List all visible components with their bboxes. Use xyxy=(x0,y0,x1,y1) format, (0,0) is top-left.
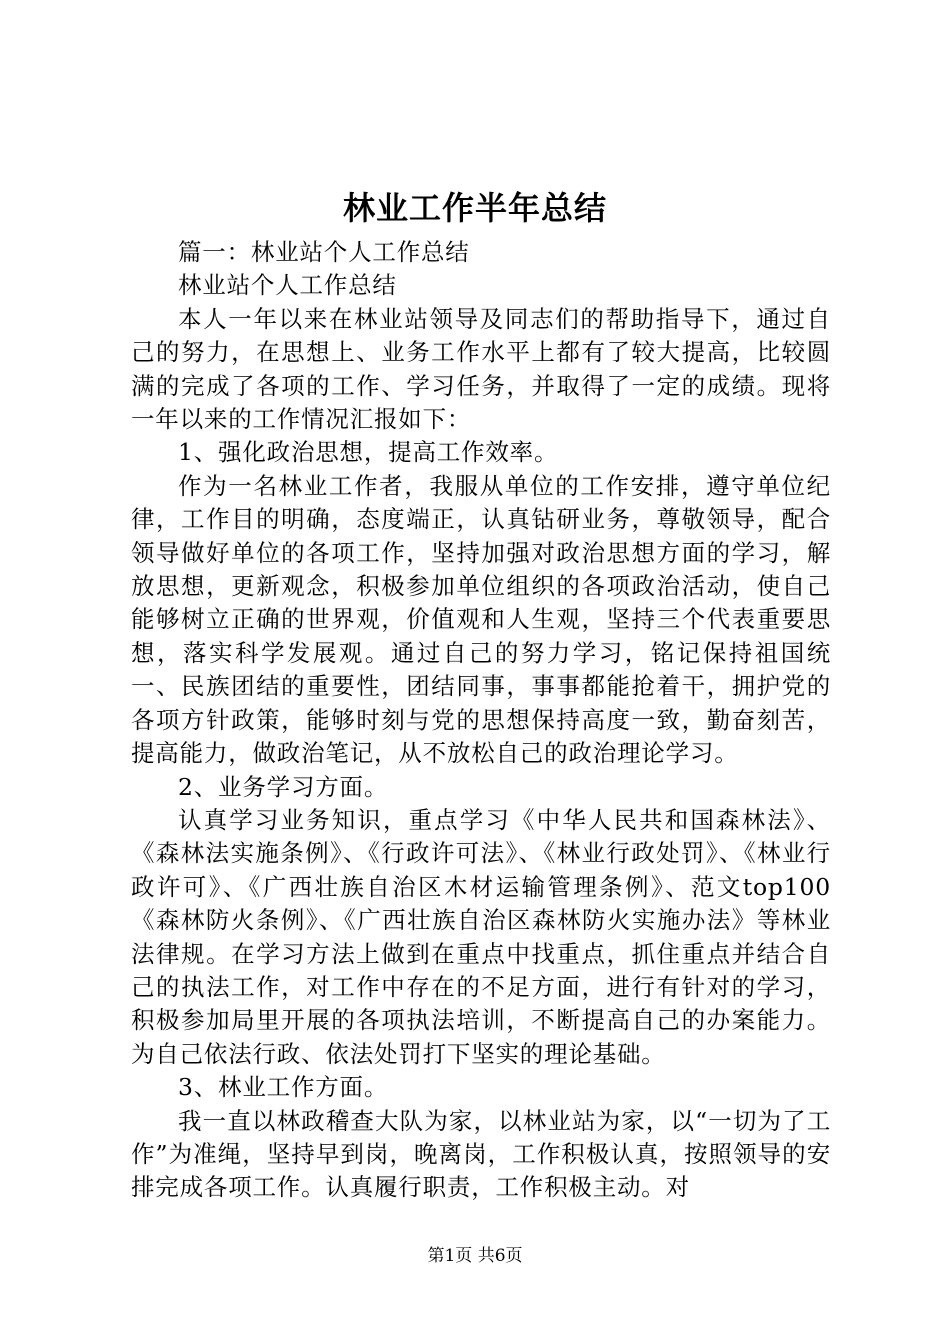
point-heading-2: 2、业务学习方面。 xyxy=(178,772,389,801)
subheading: 林业站个人工作总结 xyxy=(178,271,397,300)
paragraph-study: 认真学习业务知识，重点学习《中华人民共和国森林法》、《森林法实施条例》、《行政许可法》、《林业行政处罚》、《林业行政许可》、《广西壮族自治区木材运输管理条例》、范文top100《森林防火条例》、《广西壮族自治区森林防火实施办法》等林业法律规。在学习方法上做到在重点中找重点，抓住重点并结合自己的执法工作，对工作中存在的不足方面，进行有针对的学习，积极参加局里开展的各项执法培训，不断提高自己的办案能力。为自己依法行政、依法处罚打下坚实的理论基础。 xyxy=(131,805,831,1068)
paragraph-work: 我一直以林政稽查大队为家，以林业站为家，以“一切为了工作”为准绳，坚持早到岗，晚离岗，工作积极认真，按照领导的安排完成各项工作。认真履行职责，工作积极主动。对 xyxy=(131,1106,831,1202)
section-heading: 篇一：林业站个人工作总结 xyxy=(178,238,470,266)
page-footer: 第1页 共6页 xyxy=(427,1246,523,1266)
point-heading-1: 1、强化政治思想，提高工作效率。 xyxy=(178,438,559,467)
point-heading-3: 3、林业工作方面。 xyxy=(178,1073,389,1102)
paragraph-politics: 作为一名林业工作者，我服从单位的工作安排，遵守单位纪律，工作目的明确，态度端正，认真钻研业务，尊敬领导，配合领导做好单位的各项工作，坚持加强对政治思想方面的学习，解放思想，更新观念，积极参加单位组织的各项政治活动，使自己能够树立正确的世界观，价值观和人生观，坚持三个代表重要思想，落实科学发展观。通过自己的努力学习，铭记保持祖国统一、民族团结的重要性，团结同事，事事都能抢着干，拥护党的各项方针政策，能够时刻与党的思想保持高度一致，勤奋刻苦，提高能力，做政治笔记，从不放松自己的政治理论学习。 xyxy=(131,471,831,768)
document-title: 林业工作半年总结 xyxy=(342,189,607,227)
document-body xyxy=(131,236,831,1205)
paragraph-intro: 本人一年以来在林业站领导及同志们的帮助指导下，通过自己的努力，在思想上、业务工作水平上都有了较大提高，比较圆满的完成了各项的工作、学习任务，并取得了一定的成绩。现将一年以来的工作情况汇报如下： xyxy=(131,304,831,434)
